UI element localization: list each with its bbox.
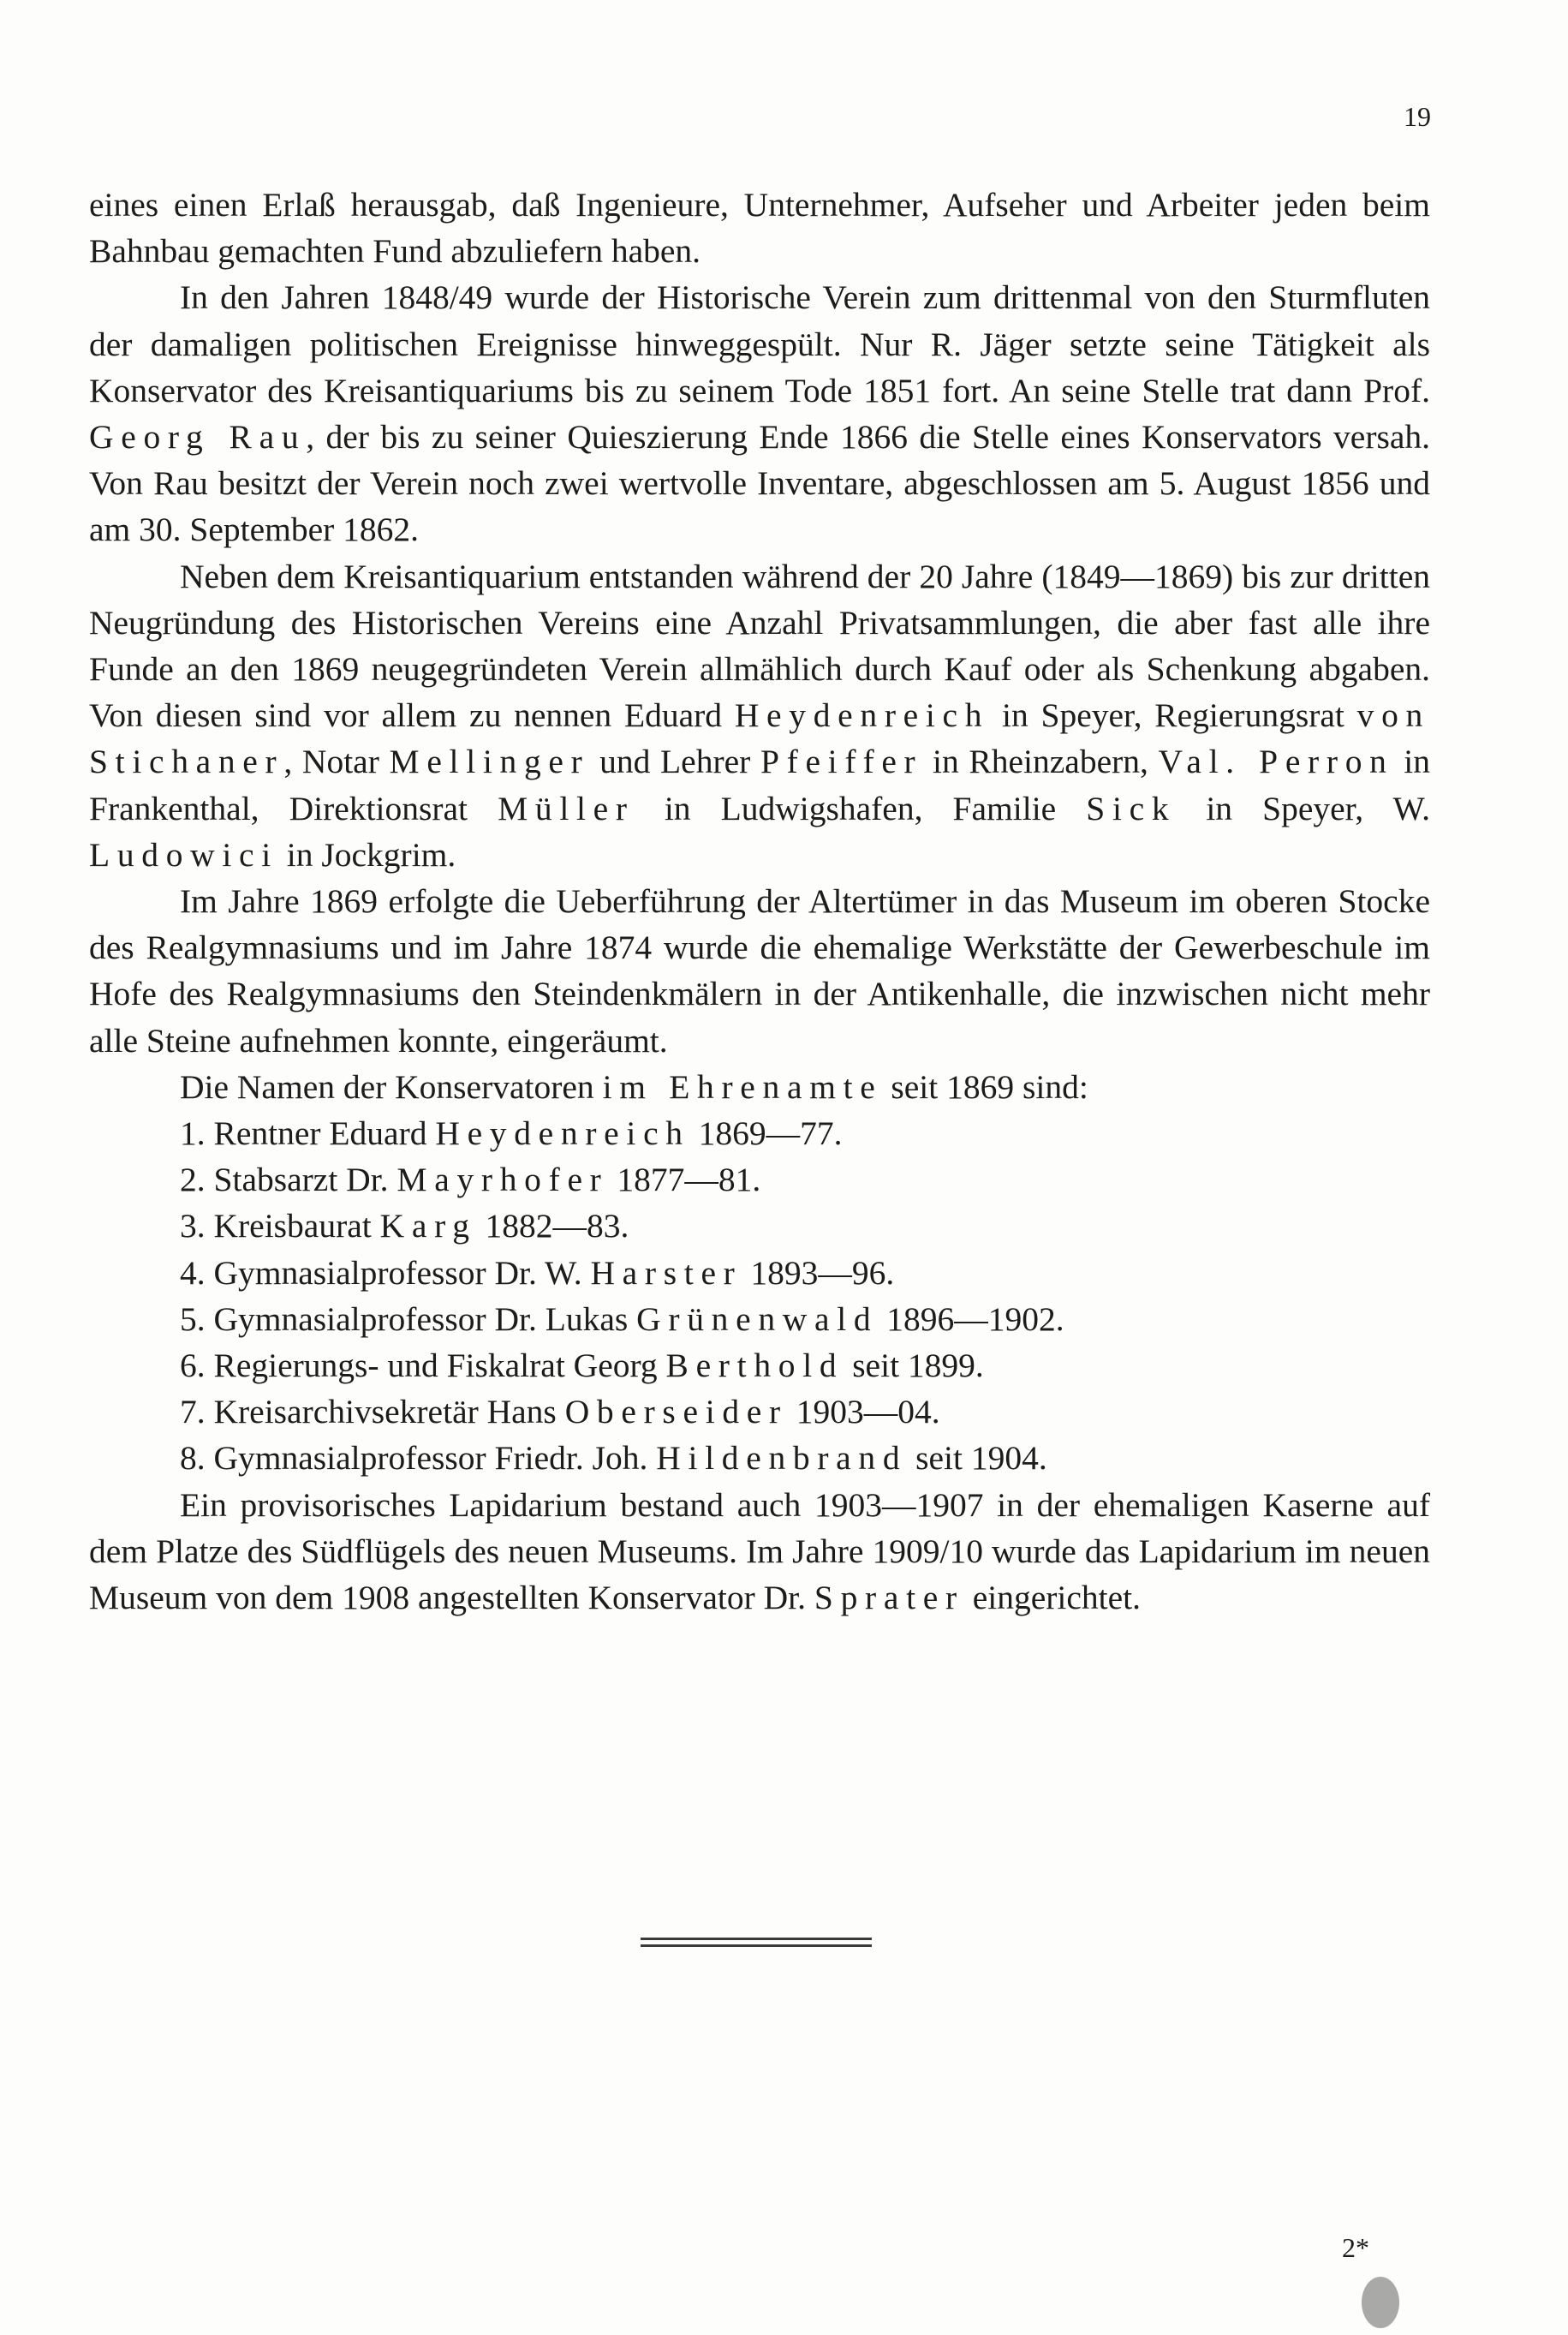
list-item-text: 5. Gymnasialprofessor Dr. Lukas: [180, 1299, 637, 1338]
spaced-name: Ludowici: [89, 835, 278, 874]
list-item: [89, 1388, 1430, 1435]
list-item-text: 1. Rentner Eduard: [180, 1114, 436, 1153]
list-item-text: 2. Stabsarzt Dr.: [180, 1161, 397, 1199]
list-item-text: 3. Kreisbaurat: [180, 1207, 380, 1245]
conservator-name: Berthold: [665, 1347, 844, 1385]
list-item: [89, 1296, 1430, 1342]
list-item-text: 1896—1902.: [878, 1299, 1064, 1338]
text-segment: In den Jahren 1848/49 wurde der Historische Verein zum drittenmal von den Sturmfluten der damaligen politischen Ereignisse hinweggespült. Nur R. Jäger setzte seine Tätigkeit als Konservator des Kreisantiquariums bis zu seinem Tode 1851 fort. An seine Stelle trat dann Prof.: [89, 278, 1430, 409]
paragraph: [89, 878, 1430, 1064]
conservator-name: Oberseider: [564, 1393, 788, 1431]
text-segment: in Speyer, Regierungsrat: [989, 696, 1357, 735]
spaced-name: Georg Rau: [89, 418, 307, 457]
paragraph: [89, 182, 1430, 274]
text-segment: in Jockgrim.: [277, 835, 456, 874]
text-segment: eingerichtet.: [963, 1579, 1141, 1617]
spaced-name: Val. Perron: [1158, 743, 1394, 781]
list-item-text: 1893—96.: [742, 1253, 895, 1292]
spaced-name: Mellinger: [389, 743, 590, 781]
body-text: [89, 182, 1430, 1621]
spaced-name: im Ehrenamte: [602, 1067, 883, 1106]
text-segment: in Speyer, W.: [1176, 789, 1430, 827]
paragraph: [89, 1064, 1430, 1110]
list-item-text: 1869—77.: [689, 1114, 843, 1153]
list-item-text: 8. Gymnasialprofessor Friedr. Joh.: [180, 1439, 657, 1478]
text-segment: in Rheinzabern,: [922, 743, 1159, 781]
text-segment: in Ludwigshafen, Familie: [634, 789, 1087, 827]
list-item: [89, 1203, 1430, 1249]
list-item-text: 4. Gymnasialprofessor Dr. W.: [180, 1253, 591, 1292]
text-segment: Die Namen der Konservatoren: [180, 1067, 603, 1106]
conservator-name: Karg: [379, 1207, 477, 1245]
text-segment: Im Jahre 1869 erfolgte die Ueberführung der Altertümer in das Museum im oberen Stocke des Realgymnasiums und im Jahre 1874 wurde die ehemalige Werkstätte der Gewerbeschule im Hofe des Realgymnasiums den Steindenkmälern in der Antikenhalle, die inzwischen nicht mehr alle Steine aufnehmen konnte, eingeräumt.: [89, 882, 1430, 1060]
conservator-name: Hildenbrand: [656, 1439, 908, 1478]
spaced-name: Pfeiffer: [760, 743, 923, 781]
page-number: 19: [1404, 101, 1431, 132]
text-segment: , der bis zu seiner Quieszierung Ende 1866 die Stelle eines Konservators versah. Von Rau besitzt der Verein noch zwei wertvolle Inventare, abgeschlossen am 5. August 1856 und am 30. September 1862.: [89, 418, 1430, 549]
text-segment: und Lehrer: [589, 743, 760, 781]
paragraph: [89, 274, 1430, 552]
conservator-name: Heydenreich: [435, 1114, 690, 1153]
conservator-name: Harster: [590, 1253, 742, 1292]
paragraph: [89, 553, 1430, 878]
list-item-text: seit 1899.: [844, 1347, 984, 1385]
list-item-text: 1903—04.: [787, 1393, 940, 1431]
text-segment: seit 1869 sind:: [882, 1067, 1088, 1106]
conservator-list: [89, 1110, 1430, 1482]
text-segment: in Frankenthal, Direktionsrat: [89, 743, 1430, 827]
list-item-text: 6. Regierungs- und Fiskalrat Georg: [180, 1347, 666, 1385]
list-item: [89, 1342, 1430, 1388]
spaced-name: Müller: [498, 789, 635, 827]
closing-paragraph: [89, 1482, 1430, 1621]
text-segment: eines einen Erlaß herausgab, daß Ingenieure, Unternehmer, Aufseher und Arbeiter jeden beim Bahnbau gemachten Fund abzuliefern haben.: [89, 186, 1430, 271]
list-item: [89, 1435, 1430, 1481]
text-segment: Ein provisorisches Lapidarium bestand auch 1903—1907 in der ehemaligen Kaserne auf dem Platze des Südflügels des neuen Museums. Im Jahre 1909/10 wurde das Lapidarium im neuen Museum von dem 1908 angestellten Konservator Dr.: [89, 1485, 1430, 1617]
spaced-name: Sick: [1086, 789, 1177, 827]
text-segment: , Notar: [283, 743, 390, 781]
spaced-name: Sprater: [814, 1579, 964, 1617]
list-item-text: 7. Kreisarchivsekretär Hans: [180, 1393, 565, 1431]
text-segment: Neben dem Kreisantiquarium entstanden während der 20 Jahre (1849—1869) bis zur dritten Neugründung des Historischen Vereins eine Anzahl Privatsammlungen, die aber fast alle ihre Funde an den 1869 neugegründeten Verein allmählich durch Kauf oder als Schenkung abgaben. Von diesen sind vor allem zu nennen Eduard: [89, 557, 1430, 735]
spaced-name: Heydenreich: [734, 696, 990, 735]
ink-stain-blot: [1362, 2277, 1399, 2328]
section-end-double-rule: [641, 1938, 872, 1947]
conservator-name: Grünenwald: [636, 1299, 879, 1338]
list-item: [89, 1110, 1430, 1156]
signature-mark: 2*: [1342, 2232, 1369, 2263]
spaced-name: von Stichaner: [89, 696, 1430, 781]
list-item-text: 1882—83.: [476, 1207, 629, 1245]
list-item: [89, 1250, 1430, 1296]
conservator-name: Mayrhofer: [396, 1161, 609, 1199]
list-item-text: seit 1904.: [907, 1439, 1047, 1478]
list-item-text: 1877—81.: [608, 1161, 761, 1199]
paragraphs: [89, 182, 1430, 1110]
list-item: [89, 1156, 1430, 1203]
